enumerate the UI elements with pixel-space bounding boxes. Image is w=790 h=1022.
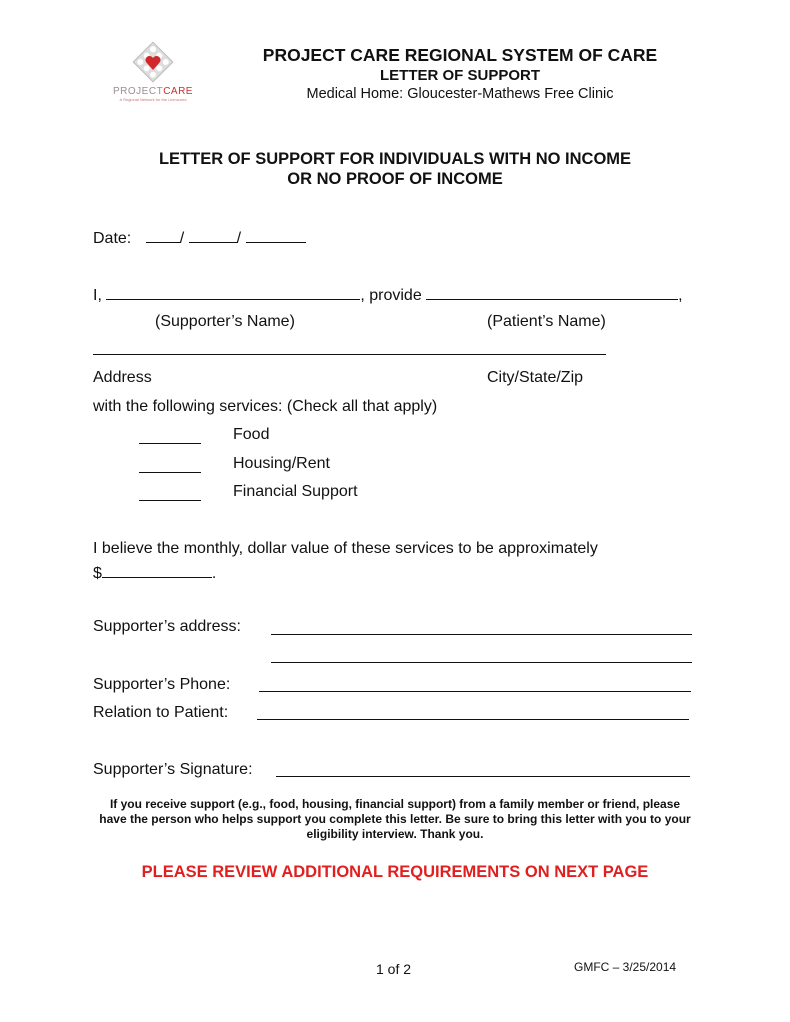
supporter-phone-field[interactable] [259, 691, 691, 692]
value-statement: I believe the monthly, dollar value of these services to be approximately [93, 540, 598, 557]
address-caption: Address [93, 369, 152, 386]
supporter-phone-label: Supporter’s Phone: [93, 676, 231, 693]
logo-wordmark: PROJECTCARE [113, 86, 193, 97]
supporter-name-caption: (Supporter’s Name) [155, 313, 295, 330]
logo-diamond-icon [131, 40, 175, 84]
supporter-address-field-2[interactable] [271, 662, 692, 663]
supporter-statement-row: I, , provide , [93, 287, 683, 304]
instruction-note: If you receive support (e.g., food, housing, financial support) from a family member or friend, please have the person who helps support you complete this letter. Be sure to bring this letter with you to your eligibility interview. Thank you. [99, 797, 691, 841]
patient-name-caption: (Patient’s Name) [487, 313, 606, 330]
supporter-address-field-1[interactable] [271, 634, 692, 635]
medical-home: Medical Home: Gloucester-Mathews Free Clinic [306, 86, 614, 102]
relation-field[interactable] [257, 719, 689, 720]
date-month-field[interactable] [146, 228, 180, 243]
city-state-zip-caption: City/State/Zip [487, 369, 584, 386]
date-row: Date: / / [93, 228, 306, 248]
service-financial-label: Financial Support [233, 483, 358, 500]
supporter-address-label: Supporter’s address: [93, 618, 241, 635]
services-intro: with the following services: (Check all that apply) [93, 398, 438, 415]
date-label: Date: [93, 230, 132, 247]
project-care-logo [103, 40, 203, 110]
form-code: GMFC – 3/25/2014 [574, 960, 677, 974]
service-financial-check[interactable] [139, 500, 201, 501]
date-year-field[interactable] [246, 228, 306, 243]
signature-field[interactable] [276, 776, 690, 777]
relation-label: Relation to Patient: [93, 704, 229, 721]
page-title-line1: LETTER OF SUPPORT FOR INDIVIDUALS WITH NO INCOME [158, 150, 632, 168]
service-food-check[interactable] [139, 443, 201, 444]
dollar-row: $ . [93, 565, 217, 582]
signature-label: Supporter’s Signature: [93, 761, 253, 778]
patient-address-field[interactable] [93, 354, 606, 355]
logo-tagline: A Regional Network for the Uninsured [119, 97, 187, 102]
page-number: 1 of 2 [376, 961, 412, 977]
supporter-name-field[interactable] [106, 285, 360, 300]
service-food-label: Food [233, 426, 270, 443]
date-day-field[interactable] [189, 228, 237, 243]
next-page-warning: PLEASE REVIEW ADDITIONAL REQUIREMENTS ON NEXT PAGE [141, 863, 649, 881]
page-title-line2: OR NO PROOF OF INCOME [287, 170, 503, 188]
dollar-value-field[interactable] [102, 563, 212, 578]
service-housing-check[interactable] [139, 472, 201, 473]
doc-type: LETTER OF SUPPORT [379, 67, 540, 84]
org-title: PROJECT CARE REGIONAL SYSTEM OF CARE [262, 45, 658, 65]
patient-name-field[interactable] [426, 285, 678, 300]
service-housing-label: Housing/Rent [233, 455, 330, 472]
